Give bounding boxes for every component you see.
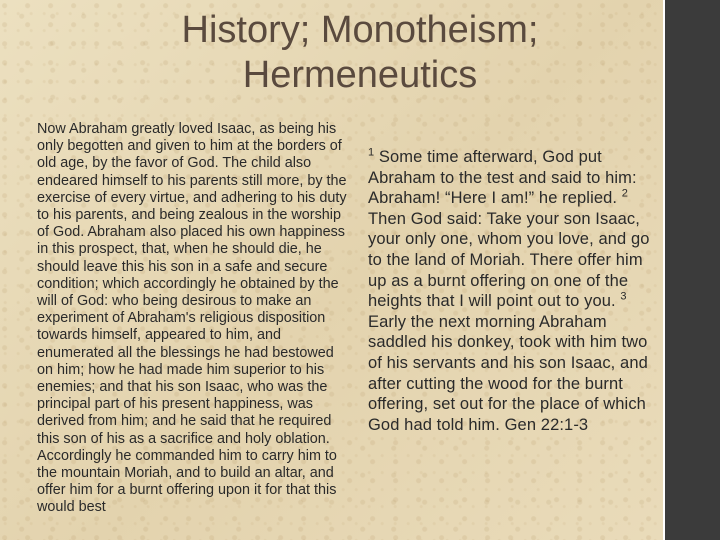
- verse-1-text: Some time afterward, God put Abraham to the test and said to him: Abraham! “Here I am!” he replied.: [368, 148, 637, 208]
- slide-title: [0, 8, 720, 98]
- title-line-2: Hermeneutics: [242, 54, 478, 96]
- verse-2-text: Then God said: Take your son Isaac, your only one, whom you love, and go to the land of Moriah. There offer him up as a burnt offering on one of the heights that I will point out to you.: [368, 209, 650, 311]
- verse-number-1: 1: [368, 146, 375, 159]
- verse-number-2: 2: [621, 187, 628, 200]
- title-line-1: History; Monotheism;: [181, 9, 539, 51]
- genesis-quote: [368, 147, 662, 435]
- verse-number-3: 3: [620, 290, 627, 303]
- verse-3-text: Early the next morning Abraham saddled his donkey, took with him two of his servants and his son Isaac, and after cutting the wood for the burnt offering, set out for the place of which God had told him. Gen 22:1-3: [368, 312, 648, 434]
- josephus-quote: Now Abraham greatly loved Isaac, as being his only begotten and given to him at the borders of old age, by the favor of God. The child also endeared himself to his parents still more, by the exercise of every virtue, and adhering to his duty to his parents, and being zealous in the worship of God. Abraham also placed his own happiness in this prospect, that, when he should die, he should leave this his son in a safe and secure condition; which accordingly he obtained by the will of God: who being desirous to make an experiment of Abraham's religious disposition towards himself, appeared to him, and enumerated all the blessings he had bestowed on him; how he had made him superior to his enemies; and that his son Isaac, who was the principal part of his present happiness, was derived from him; and he said that he required this son of his as a sacrifice and holy oblation. Accordingly he commanded him to carry him to the mountain Moriah, and to build an altar, and offer him for a burnt offering upon it for that this would best: [37, 121, 347, 516]
